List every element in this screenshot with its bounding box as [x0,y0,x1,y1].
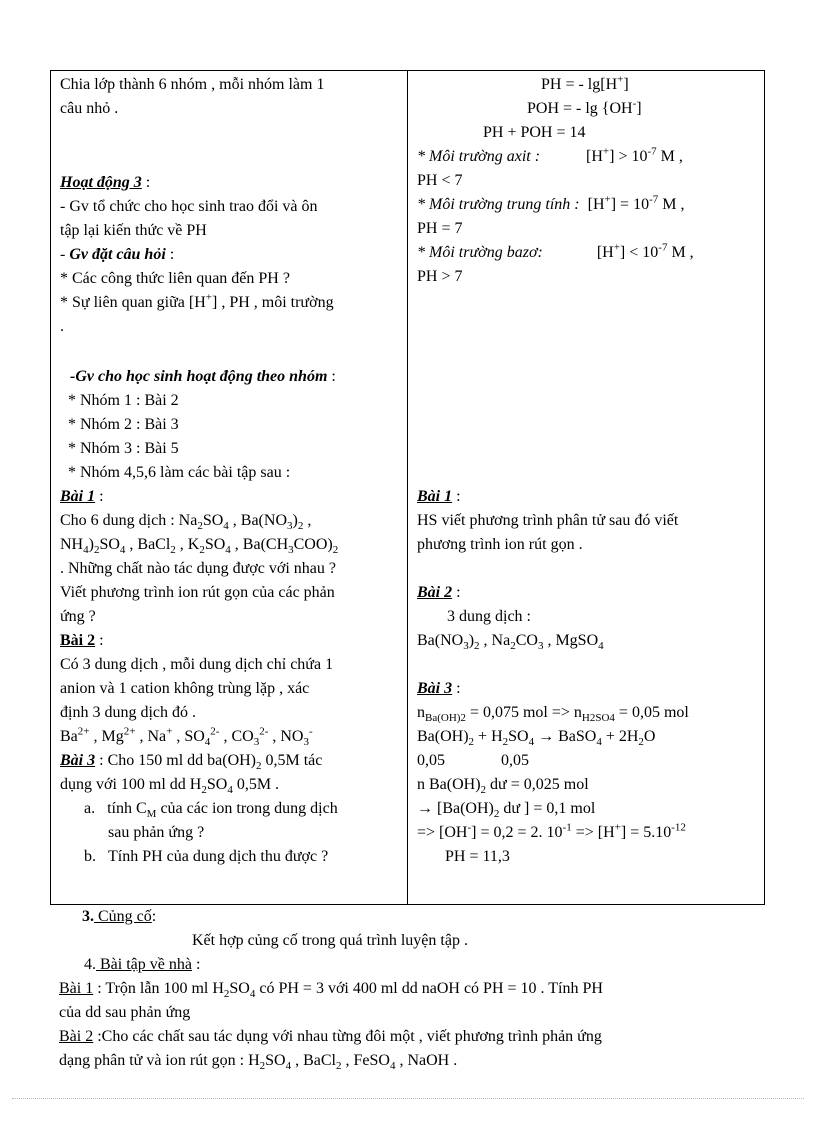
text-line: phương trình ion rút gọn . [417,536,583,553]
group-item: * Nhóm 3 : Bài 5 [68,440,179,457]
formula-poh: POH = - lg {OH-] [527,97,642,117]
text-line: PH = 7 [417,220,463,237]
text-line: 0,05 0,05 [417,752,529,769]
text-line: ứng ? [60,608,96,625]
text-line: n $Ba(OH)_2$ dư = 0,025 mol [417,776,589,797]
ions-line: $Ba^{2+}$ , $Mg^{2+}$ , Na+ , $SO_4^{2-}$ , $CO_3^{2-}$ , $NO_3^-$ [60,725,313,749]
text-line: $n_{Ba(OH)2} = 0,075$ mol => $n_{H2SO4} = 0,05$ mol [417,704,689,725]
question-a: a. tính $C_M$ của các ion trong dung dịch [84,800,338,821]
neutral-condition: * Môi trường trung tính : $[H^+] = 10^{-7}$ M , [417,193,685,213]
text-line: $NH_4)_2SO_4$ , BaCl$_2$ , $K_2SO_4$ , $Ba(CH_3COO)_2$ [60,536,339,557]
text-line: tập lại kiến thức về PH [60,222,207,239]
exercise-1-heading: Bài 1 : [60,488,104,505]
group-item: * Nhóm 4,5,6 làm các bài tập sau : [68,464,291,481]
section-3-heading: 3. Củng cố: [82,908,157,925]
text-line: . [60,318,64,335]
text-line: HS viết phương trình phân tử sau đó viết [417,512,679,529]
text-line: => [OH-] = 0,2 = 2. $10^{-1} => [H^+] = 5.10^{-12}$ [417,821,686,841]
homework-2: Bài 2 :Cho các chất sau tác dụng với nhau từng đôi một , viết phương trình phản ứng [59,1028,602,1045]
homework-1-cont: của dd sau phản ứng [59,1004,191,1021]
section-3-text: Kết hợp củng cố trong quá trình luyện tập . [192,932,468,949]
acid-condition: * Môi trường axit : $[H^+] > 10^{-7}$ M , [417,145,683,165]
text-line: 3 dung dịch : [447,608,531,625]
group-item: * Nhóm 2 : Bài 3 [68,416,179,433]
formula-sum: PH + POH = 14 [483,124,586,141]
page-bottom-dotted-rule [12,1098,804,1099]
text-line: → [$Ba(OH)_2$ dư ] = 0,1 mol [417,800,596,821]
lesson-table [50,70,765,905]
text-line: anion và 1 cation không trùng lặp , xác [60,680,310,697]
text-line: câu nhỏ . [60,100,119,117]
text-line: - Gv tổ chức cho học sinh trao đổi và ôn [60,198,318,215]
group-item: * Nhóm 1 : Bài 2 [68,392,179,409]
homework-2-cont: dạng phân tử và ion rút gọn : $H_2SO_4$ , BaCl$_2$ , FeSO$_4$ , NaOH . [59,1052,458,1073]
exercise-2-heading: Bài 2 : [60,632,104,649]
text-line: Viết phương trình ion rút gọn của các phản [60,584,335,601]
activity-3-heading: Hoạt động 3 : [60,174,151,191]
text-line: * Các công thức liên quan đến PH ? [60,270,290,287]
text-line: định 3 dung dịch đó . [60,704,196,721]
answer-3-heading: Bài 3 : [417,680,461,697]
answer-2-solutions: $Ba(NO_3)_2$ , $Na_2CO_3$ , MgSO$_4$ [417,632,604,653]
homework-1: Bài 1 : Trộn lẫn 100 ml $H_2SO_4$ có PH = 3 với 400 ml dd naOH có PH = 10 . Tính PH [59,980,603,1001]
question-heading: - Gv đặt câu hỏi : [60,246,175,263]
question-b: b. Tính PH của dung dịch thu được ? [84,848,329,865]
base-condition: * Môi trường bazơ: $[H^+] < 10^{-7}$ M , [417,241,694,261]
text-line: PH = 11,3 [445,848,510,865]
text-line: dụng với 100 ml dd $H_2SO_4$ 0,5M . [60,776,280,797]
formula-ph: PH = - lg[H+] [541,73,629,93]
text-line: Chia lớp thành 6 nhóm , mỗi nhóm làm 1 [60,76,325,93]
group-heading: -Gv cho học sinh hoạt động theo nhóm : [70,368,336,385]
text-line: Có 3 dung dịch , mỗi dung dịch chỉ chứa 1 [60,656,334,673]
answer-1-heading: Bài 1 : [417,488,461,505]
text-line: sau phản ứng ? [108,824,205,841]
column-divider [407,71,408,904]
text-line: PH < 7 [417,172,463,189]
reaction-equation: $Ba(OH)_2 + H_2SO_4$ → BaSO$_4$ + $2H_2O$ [417,728,656,749]
exercise-3-heading: Bài 3 : Cho 150 ml dd $ba(OH)_2$ 0,5M tác [60,752,323,773]
text-line: . Những chất nào tác dụng được với nhau ? [60,560,336,577]
text-line: Cho 6 dung dịch : $Na_2SO_4$ , $Ba(NO_3)_2$ , [60,512,312,533]
answer-2-heading: Bài 2 : [417,584,461,601]
text-line: PH > 7 [417,268,463,285]
section-4-heading: 4. Bài tập về nhà : [84,956,201,973]
text-line: * Sự liên quan giữa [H+] , PH , môi trường [60,291,334,311]
